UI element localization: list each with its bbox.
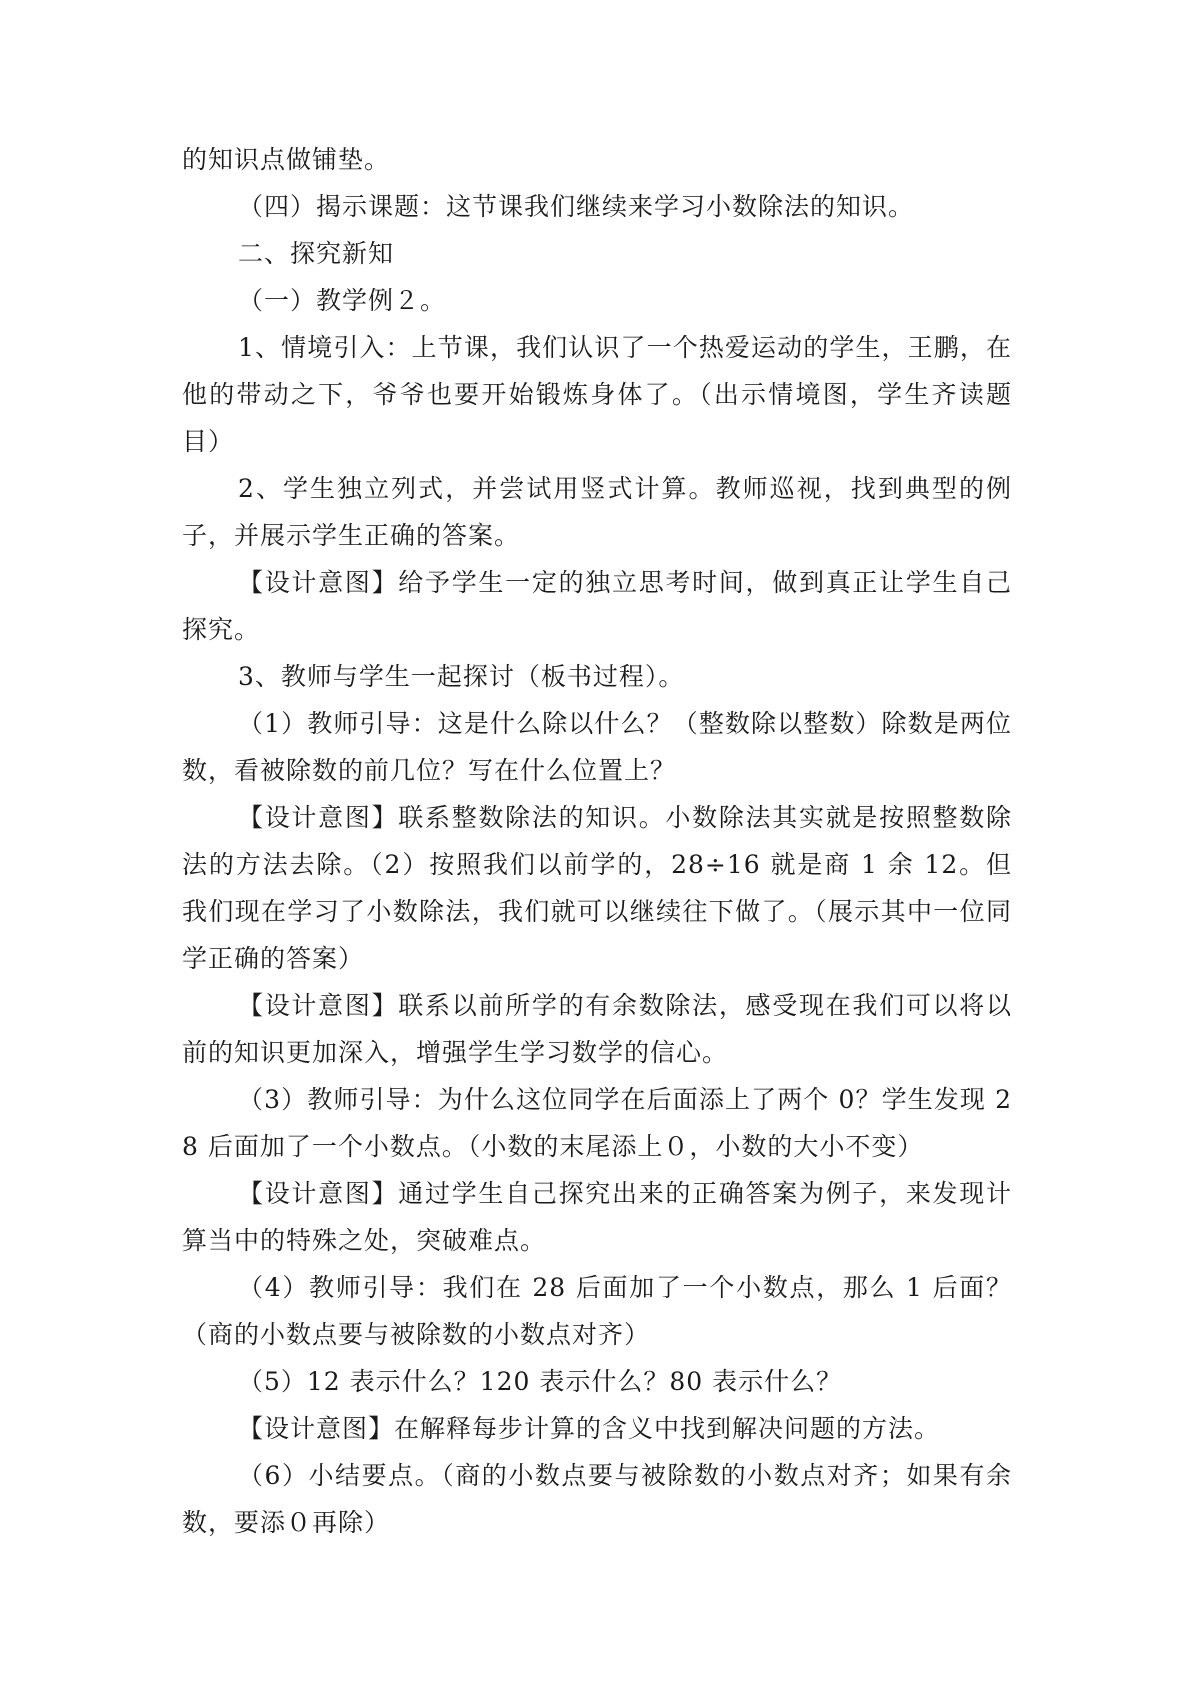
paragraph-design-intent-5: 【设计意图】在解释每步计算的含义中找到解决问题的方法。 (238, 1414, 941, 1443)
paragraph-guide-1: （1）教师引导：这是什么除以什么？（整数除以整数）除数是两位数，看被除数的前几位？写在什么位置上？ (182, 709, 1012, 785)
paragraph-design-intent-1: 【设计意图】给予学生一定的独立思考时间，做到真正让学生自己探究。 (182, 568, 1012, 644)
paragraph-guide-3: （3）教师引导：为什么这位同学在后面添上了两个 0？学生发现 28 后面加了一个小数点。（小数的末尾添上０，小数的大小不变） (182, 1085, 1012, 1161)
subsection-heading-example-2: （一）教学例２。 (238, 286, 447, 315)
paragraph-guide-4: （4）教师引导：我们在 28 后面加了一个小数点，那么 1 后面？（商的小数点要与被除数的小数点对齐） (182, 1273, 1012, 1349)
section-heading-explore: 二、探究新知 (238, 239, 395, 268)
paragraph-design-intent-4: 【设计意图】通过学生自己探究出来的正确答案为例子，来发现计算当中的特殊之处，突破难点。 (182, 1179, 1012, 1255)
paragraph-design-intent-3: 【设计意图】联系以前所学的有余数除法，感受现在我们可以将以前的知识更加深入，增强学生学习数学的信心。 (182, 991, 1012, 1067)
paragraph-step-2: 2、学生独立列式，并尝试用竖式计算。教师巡视，找到典型的例子，并展示学生正确的答案。 (182, 474, 1012, 550)
paragraph-summary-6: （6）小结要点。（商的小数点要与被除数的小数点对齐；如果有余数，要添０再除） (182, 1461, 1012, 1537)
paragraph-step-1: 1、情境引入：上节课，我们认识了一个热爱运动的学生，王鹏，在他的带动之下，爷爷也要开始锻炼身体了。（出示情境图，学生齐读题目） (182, 333, 1012, 456)
document-body (182, 136, 1012, 1546)
paragraph-guide-5: （5）12 表示什么？120 表示什么？80 表示什么？ (238, 1367, 843, 1396)
paragraph-continuation: 的知识点做铺垫。 (182, 145, 391, 174)
paragraph-reveal-topic: （四）揭示课题：这节课我们继续来学习小数除法的知识。 (238, 192, 915, 221)
paragraph-step-3: 3、教师与学生一起探讨（板书过程）。 (238, 662, 685, 691)
paragraph-design-intent-2: 【设计意图】联系整数除法的知识。小数除法其实就是按照整数除法的方法去除。（2）按照我们以前学的，28÷16 就是商 1 余 12。但我们现在学习了小数除法，我们就可以继续往下做了。（展示其中一位同学正确的答案） (182, 803, 1012, 973)
